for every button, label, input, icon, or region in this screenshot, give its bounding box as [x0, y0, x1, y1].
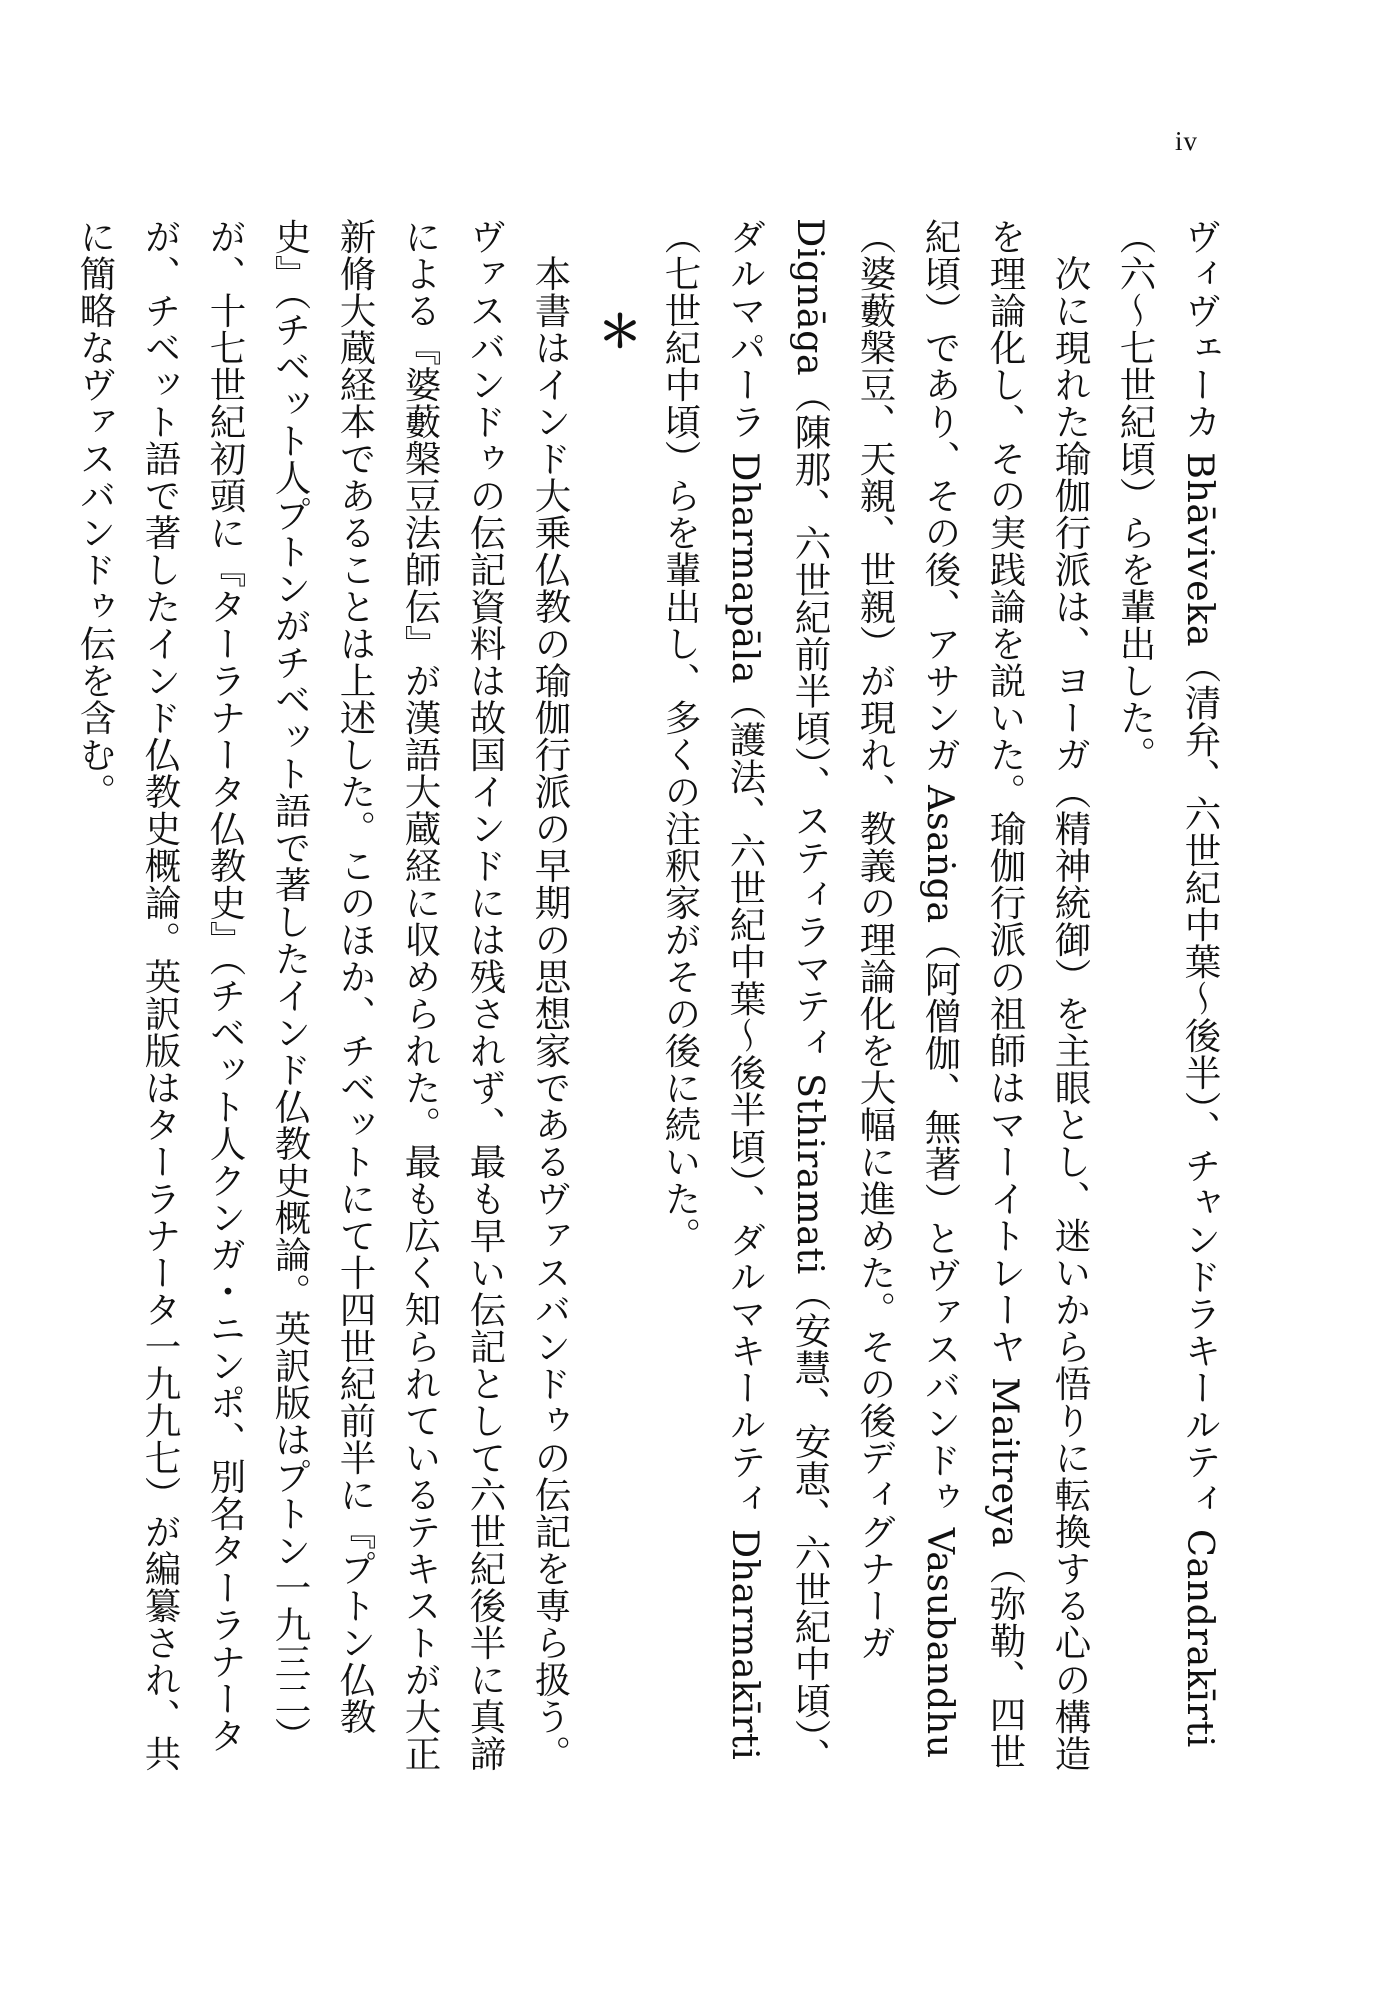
vertical-body-text	[63, 218, 1233, 1778]
paragraph-vasubandhu-biography: 本書はインド大乗仏教の瑜伽行派の早期の思想家であるヴァスバンドゥの伝記を専ら扱う。ヴァスバンドゥの伝記資料は故国インドには残されず、最も早い伝記として六世紀後半に真諦による『婆藪槃豆法師伝』が漢語大蔵経に収められた。最も広く知られているテキストが大正新脩大蔵経本であることは上述した。このほか、チベットにて十四世紀前半に『プトン仏教史』（チベット人プトンがチベット語で著したインド仏教史概論。英訳版はプトン一九三二）が、十七世紀初頭に『ターラナータ仏教史』（チベット人クンガ・ニンポ、別名ターラナータが、チベット語で著したインド仏教史概論。英訳版はターラナータ一九九七）が編纂され、共に簡略なヴァスバンドゥ伝を含む。	[74, 218, 572, 1772]
section-separator-asterisk: ＊	[590, 308, 641, 353]
page-number: iv	[1174, 126, 1198, 156]
paragraph-yogacara: 次に現れた瑜伽行派は、ヨーガ（精神統御）を主眼とし、迷いから悟りに転換する心の構造を理論化し、その実践論を説いた。瑜伽行派の祖師はマーイトレーヤ Maitreya（弥勒、四世紀頃）であり、その後、アサンガ Asaṅga（阿僧伽、無著）とヴァスバンドゥ Vasubandhu（婆藪槃豆、天親、世親）が現れ、教義の理論化を大幅に進めた。その後ディグナーガ Dignāga（陳那、六世紀前半頃）、スティラマティ Sthiramati（安慧、安恵、六世紀中頃）、ダルマパーラ Dharmapāla（護法、六世紀中葉～後半頃）、ダルマキールティ Dharmakīrti（七世紀中頃）らを輩出し、多くの注釈家がその後に続いた。	[659, 218, 1092, 1775]
paragraph-continuation: ヴィヴェーカ Bhāviveka（清弁、六世紀中葉～後半）、チャンドラキールティ Candrakīrti（六～七世紀頃）らを輩出した。	[1114, 218, 1222, 1748]
